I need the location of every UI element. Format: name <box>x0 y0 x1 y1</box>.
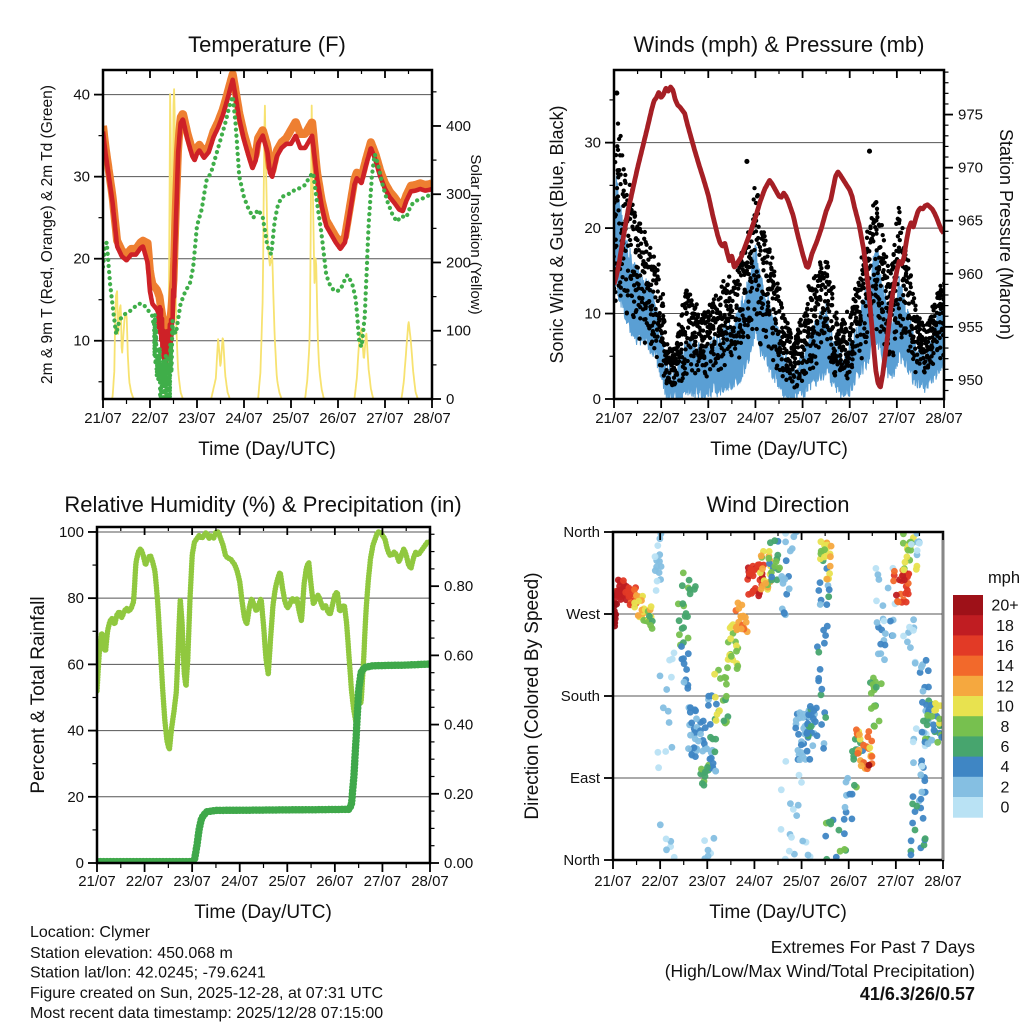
humidity-precip-panel <box>28 492 473 923</box>
colorbar-label: 8 <box>1000 718 1010 736</box>
left-axis-label: Percent & Total Rainfall <box>28 596 49 794</box>
y-tick-label: 955 <box>958 318 984 336</box>
footer-timestamp: Most recent data timestamp: 2025/12/28 07:15:00 <box>30 1005 384 1022</box>
y-tick-label: 10 <box>584 305 601 323</box>
x-tick-label: 25/07 <box>782 873 821 890</box>
y-tick-label: 20 <box>67 788 84 806</box>
colorbar-block <box>953 595 983 616</box>
y-tick-label: South <box>560 688 600 705</box>
y-tick-label: North <box>563 524 600 541</box>
y-tick-label: 0.40 <box>444 716 474 734</box>
extremes-subtitle: (High/Low/Max Wind/Total Precipitation) <box>664 961 975 981</box>
footer-block <box>30 924 383 1022</box>
y-tick-label: 40 <box>67 722 84 740</box>
y-tick-label: 0 <box>592 391 601 408</box>
x-tick-label: 24/07 <box>736 410 775 427</box>
left-axis-label: Direction (Colored By Speed) <box>522 572 543 820</box>
y-tick-label: 0.80 <box>444 578 474 596</box>
x-tick-label: 26/07 <box>830 410 869 427</box>
colorbar-block <box>953 676 983 697</box>
footer-location: Location: Clymer <box>30 924 151 941</box>
colorbar-block <box>953 736 983 757</box>
extremes-title: Extremes For Past 7 Days <box>770 937 975 957</box>
chart-panels <box>28 32 1020 923</box>
x-tick-label: 22/07 <box>641 873 679 890</box>
footer-latlon: Station lat/lon: 42.0245; -79.6241 <box>30 964 266 982</box>
x-tick-label: 23/07 <box>689 410 728 427</box>
colorbar-block <box>953 656 983 677</box>
colorbar-label: 18 <box>996 617 1014 635</box>
y-tick-label: 0.60 <box>444 647 474 665</box>
colorbar-block <box>953 757 983 778</box>
winds-pressure-panel <box>547 32 1016 460</box>
axis-tick-labels <box>59 524 473 890</box>
colorbar-block <box>953 696 983 717</box>
x-tick-label: 28/07 <box>925 410 963 427</box>
panel-title: Temperature (F) <box>188 32 346 57</box>
extremes-block <box>665 937 976 1004</box>
y-tick-label: 965 <box>958 212 984 230</box>
x-axis-label: Time (Day/UTC) <box>709 902 847 923</box>
x-tick-label: 25/07 <box>783 410 822 427</box>
colorbar-block <box>953 797 983 818</box>
colorbar-block <box>953 615 983 636</box>
temperature-panel <box>39 32 484 460</box>
y-tick-label: 30 <box>584 134 601 152</box>
y-tick-label: East <box>569 770 600 787</box>
colorbar-label: 6 <box>1000 739 1010 756</box>
x-tick-label: 27/07 <box>363 873 402 890</box>
speed-colorbar <box>953 569 1020 818</box>
x-tick-label: 26/07 <box>829 873 868 890</box>
x-tick-label: 21/07 <box>595 410 633 427</box>
x-tick-label: 24/07 <box>220 873 259 890</box>
x-tick-label: 25/07 <box>272 410 310 427</box>
y-tick-label: 960 <box>958 265 984 283</box>
x-tick-label: 27/07 <box>877 873 915 890</box>
y-tick-label: 0.20 <box>444 785 474 803</box>
footer-elevation: Station elevation: 450.068 m <box>30 945 233 962</box>
x-tick-label: 23/07 <box>178 410 216 427</box>
panel-title: Wind Direction <box>706 492 850 517</box>
colorbar-title: mph <box>987 569 1021 587</box>
x-tick-label: 24/07 <box>735 873 774 890</box>
y-tick-label: 20 <box>73 250 90 268</box>
y-tick-label: 80 <box>67 590 84 608</box>
x-tick-label: 26/07 <box>316 873 354 890</box>
x-axis-label: Time (Day/UTC) <box>198 439 336 460</box>
x-tick-label: 22/07 <box>642 410 680 427</box>
y-tick-label: 0 <box>446 391 455 408</box>
x-tick-label: 27/07 <box>878 410 916 427</box>
x-axis-label: Time (Day/UTC) <box>194 902 332 923</box>
y-tick-label: 0 <box>75 855 84 872</box>
series-precipitation <box>97 664 430 862</box>
colorbar-block <box>953 716 983 737</box>
extremes-values: 41/6.3/26/0.57 <box>859 984 975 1004</box>
x-tick-label: 22/07 <box>125 873 164 890</box>
x-tick-label: 26/07 <box>319 410 357 427</box>
y-tick-label: 40 <box>73 86 90 104</box>
colorbar-label: 12 <box>996 678 1014 696</box>
x-axis-label: Time (Day/UTC) <box>710 439 848 460</box>
wind-direction-panel <box>522 492 1020 923</box>
colorbar-label: 20+ <box>991 597 1019 615</box>
colorbar-label: 16 <box>996 638 1014 655</box>
y-tick-label: 950 <box>958 371 984 389</box>
right-axis-label: Station Pressure (Maroon) <box>996 128 1016 341</box>
colorbar-label: 10 <box>996 698 1014 716</box>
x-tick-label: 23/07 <box>173 873 211 890</box>
panel-title: Relative Humidity (%) & Precipitation (in) <box>64 492 462 517</box>
y-tick-label: 20 <box>584 220 601 238</box>
x-tick-label: 27/07 <box>366 410 404 427</box>
footer-created: Figure created on Sun, 2025-12-28, at 07:31 UTC <box>30 985 384 1002</box>
left-axis-label: Sonic Wind & Gust (Blue, Black) <box>547 105 567 364</box>
series-layer <box>103 74 432 408</box>
x-tick-label: 21/07 <box>84 410 122 427</box>
x-tick-label: 24/07 <box>225 410 263 427</box>
y-tick-label: 100 <box>58 523 84 541</box>
colorbar-label: 2 <box>1000 779 1010 797</box>
colorbar-label: 4 <box>1000 759 1010 777</box>
axes <box>88 527 439 872</box>
x-tick-label: 21/07 <box>594 873 632 890</box>
y-tick-label: 400 <box>446 117 472 135</box>
y-tick-label: 30 <box>73 168 90 186</box>
right-axis-label: Solar Insolation (Yellow) <box>467 154 484 315</box>
y-tick-label: 300 <box>446 186 472 204</box>
x-tick-label: 28/07 <box>411 873 449 890</box>
x-tick-label: 25/07 <box>268 873 307 890</box>
colorbar-label: 14 <box>996 658 1014 676</box>
y-tick-label: 970 <box>958 159 984 177</box>
y-tick-label: West <box>566 606 600 623</box>
x-tick-label: 23/07 <box>688 873 727 890</box>
y-tick-label: North <box>563 852 600 869</box>
y-tick-label: 0.00 <box>444 855 474 872</box>
y-tick-label: 975 <box>958 106 984 124</box>
series-relative-humidity <box>97 532 430 749</box>
colorbar-block <box>953 635 983 656</box>
series-layer <box>612 87 947 399</box>
x-tick-label: 28/07 <box>924 873 962 890</box>
panel-title: Winds (mph) & Pressure (mb) <box>633 32 925 57</box>
series-layer <box>97 532 430 862</box>
x-tick-label: 21/07 <box>78 873 116 890</box>
colorbar-block <box>953 777 983 798</box>
y-tick-label: 10 <box>73 332 90 350</box>
colorbar-label: 0 <box>1000 799 1010 817</box>
y-tick-label: 60 <box>67 656 84 674</box>
y-tick-label: 200 <box>446 254 472 272</box>
left-axis-label: 2m & 9m T (Red, Orange) & 2m Td (Green) <box>39 85 56 384</box>
x-tick-label: 28/07 <box>413 410 451 427</box>
y-tick-label: 100 <box>446 322 472 340</box>
x-tick-label: 22/07 <box>131 410 169 427</box>
